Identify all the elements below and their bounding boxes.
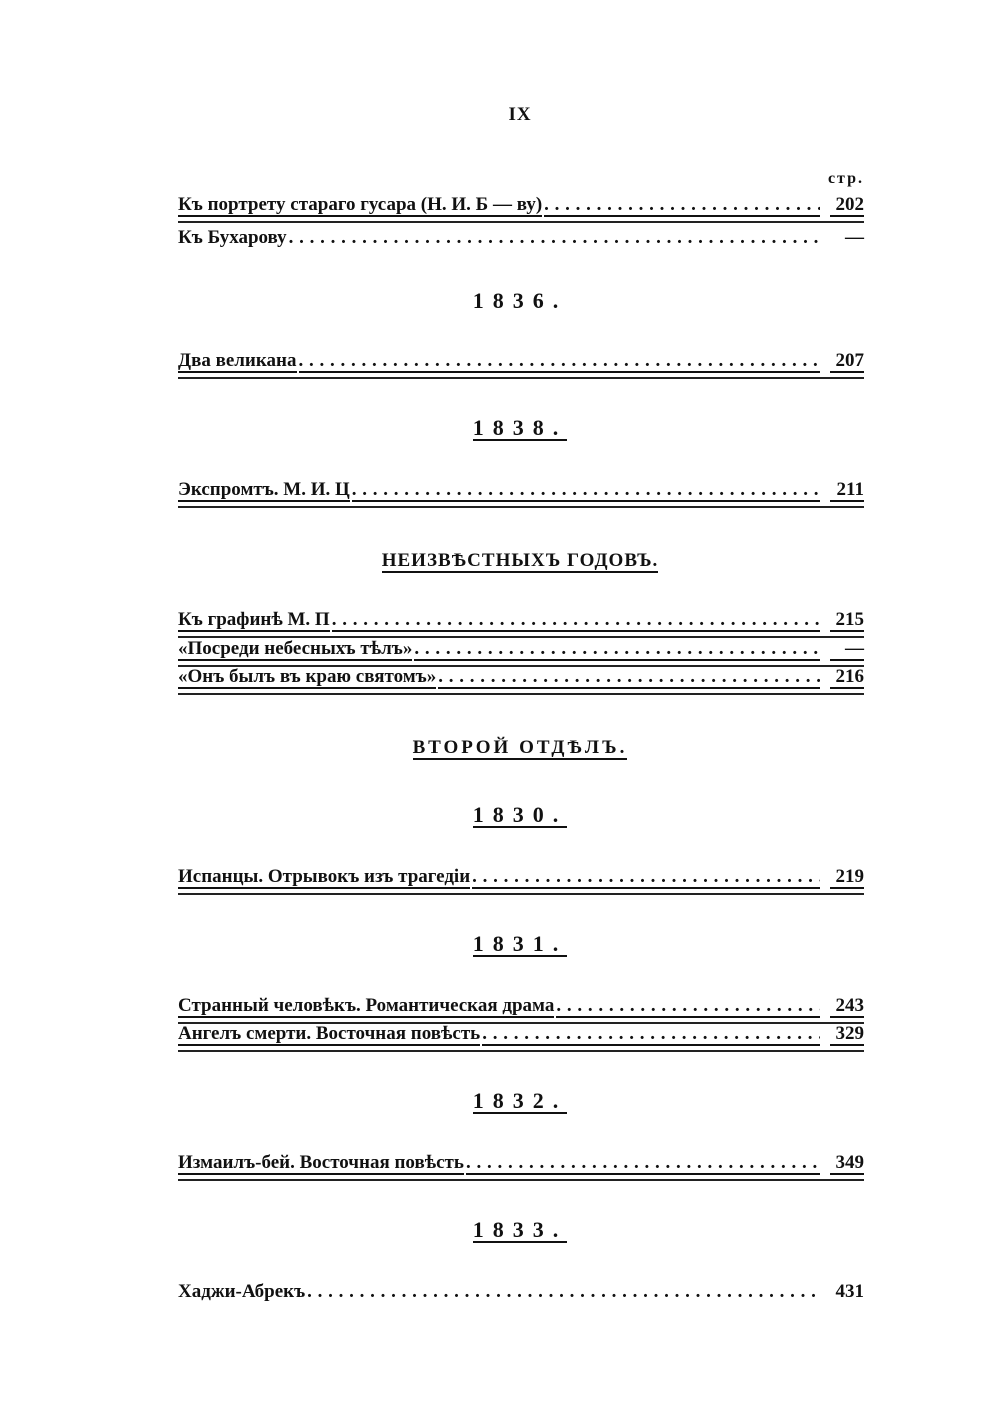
dot-leader <box>352 480 820 502</box>
dot-leader <box>307 1280 820 1304</box>
entry-page: 207 <box>830 351 864 373</box>
entry-title: Измаилъ-бей. Восточная повѣсть <box>178 1152 464 1173</box>
entry-page: 211 <box>830 480 864 502</box>
dot-leader <box>472 867 820 889</box>
toc-entry[interactable] <box>178 226 864 252</box>
toc-entry[interactable] <box>178 639 864 667</box>
entry-page: 216 <box>830 667 864 689</box>
entry-title: Ангелъ смерти. Восточная повѣсть <box>178 1023 481 1044</box>
entry-title: «Онъ былъ въ краю святомъ» <box>178 666 437 687</box>
entry-page: — <box>845 227 864 248</box>
entry-title: Два великана <box>178 350 297 371</box>
toc-entry[interactable] <box>178 610 864 638</box>
toc-entry[interactable] <box>178 195 864 223</box>
entry-page: 329 <box>830 1024 864 1046</box>
toc-entry[interactable] <box>178 1024 864 1052</box>
entry-page: 243 <box>830 996 864 1018</box>
entry-title: Экспромтъ. М. И. Ц <box>178 479 350 500</box>
dot-leader <box>438 667 820 689</box>
toc-entry[interactable] <box>178 480 864 508</box>
dot-leader <box>332 610 820 632</box>
year-heading: 1831. <box>472 931 568 956</box>
toc-entry[interactable] <box>178 351 864 379</box>
entry-page: 349 <box>830 1153 864 1175</box>
toc-entry[interactable] <box>178 1153 864 1181</box>
toc-entry[interactable] <box>178 867 864 895</box>
entry-page: 431 <box>835 1281 864 1302</box>
dot-leader <box>482 1024 820 1046</box>
dot-leader <box>299 351 821 373</box>
year-heading: 1832. <box>472 1088 568 1113</box>
entry-title: Къ графинѣ М. П <box>178 609 330 630</box>
year-heading: 1833. <box>472 1217 568 1242</box>
year-heading: 1838. <box>472 415 568 440</box>
page-column-label: стр. <box>827 170 864 187</box>
entry-page: 219 <box>830 867 864 889</box>
dot-leader <box>556 996 820 1018</box>
toc-entry[interactable] <box>178 1280 864 1306</box>
entry-title: Къ портрету стараго гусара (Н. И. Б — ву) <box>178 194 543 215</box>
dot-leader <box>414 639 820 661</box>
page-number: IX <box>508 104 532 125</box>
dot-leader <box>544 195 820 217</box>
section-heading: НЕИЗВѢСТНЫХЪ ГОДОВЪ. <box>381 550 659 571</box>
entry-title: Странный человѣкъ. Романтическая драма <box>178 995 555 1016</box>
dot-leader <box>289 226 820 250</box>
year-heading: 1830. <box>472 802 568 827</box>
entry-page: 215 <box>830 610 864 632</box>
toc-entry[interactable] <box>178 667 864 695</box>
toc-entry[interactable] <box>178 996 864 1024</box>
entry-page: 202 <box>830 195 864 217</box>
entry-title: Къ Бухарову <box>178 227 287 248</box>
entry-page: — <box>830 639 864 661</box>
dot-leader <box>466 1153 820 1175</box>
year-heading: 1836. <box>472 288 568 313</box>
entry-title: Хаджи-Абрекъ <box>178 1281 306 1302</box>
entry-title: Испанцы. Отрывокъ изъ трагедіи <box>178 866 471 887</box>
section-heading: ВТОРОЙ ОТДѢЛЪ. <box>412 737 628 758</box>
entry-title: «Посреди небесныхъ тѣлъ» <box>178 638 413 659</box>
